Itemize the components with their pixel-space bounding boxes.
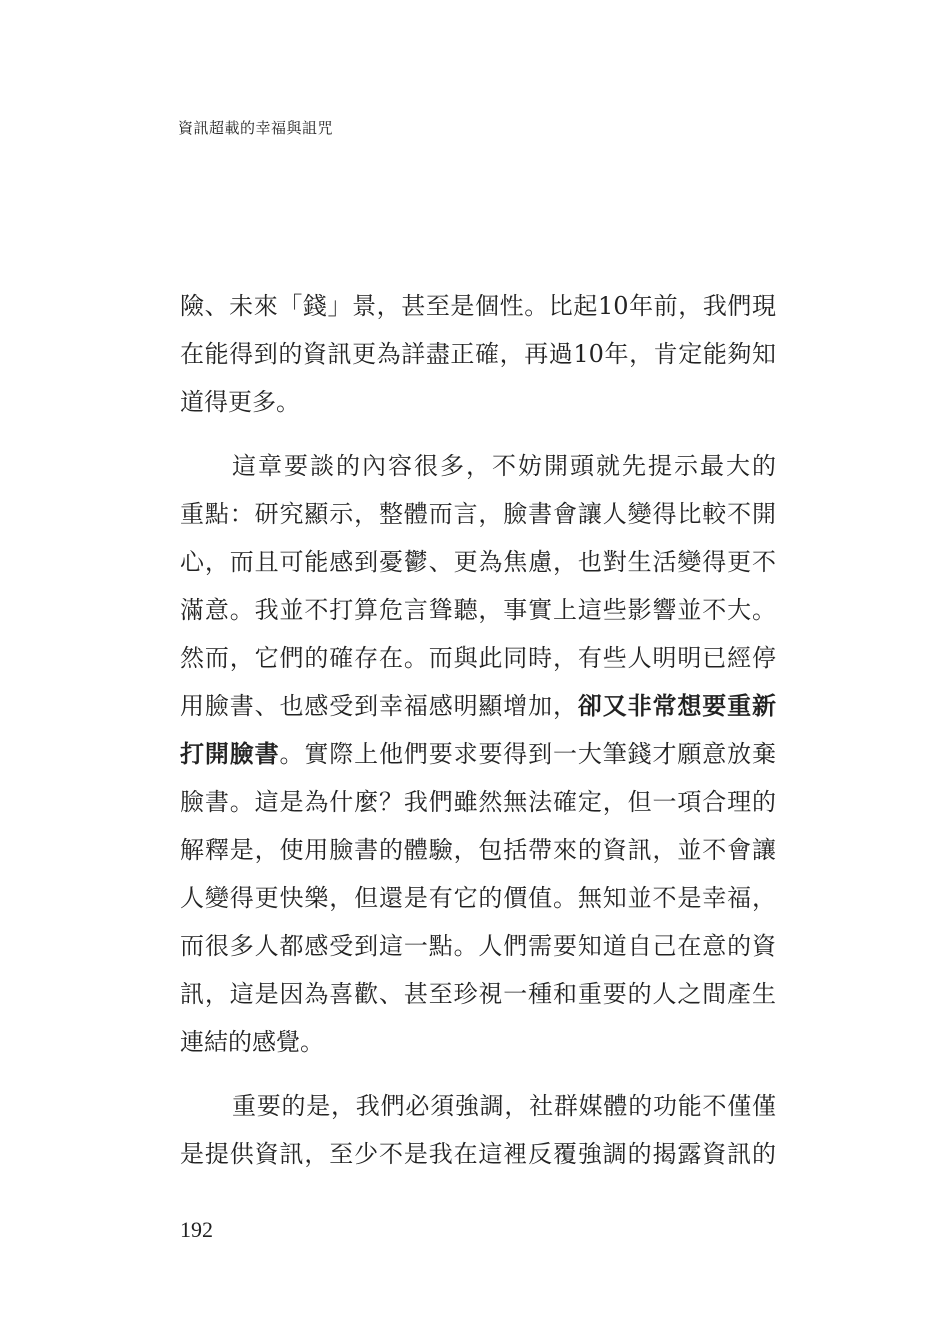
text-line: 在能得到的資訊更為詳盡正確，再過10年，肯定能夠知 — [180, 340, 776, 368]
text-line: 險、未來「錢」景，甚至是個性。比起10年前，我們現 — [180, 292, 776, 320]
emphasis-text: 卻又非常想要重新 — [577, 691, 777, 720]
text-segment: 。實際上他們要求要得到一大筆錢才願意放棄 — [279, 740, 777, 768]
text-line: 然而，它們的確存在。而與此同時，有些人明明已經停 — [180, 644, 776, 672]
text-line: 連結的感覺。 — [180, 1028, 324, 1056]
text-line: 重點：研究顯示，整體而言，臉書會讓人變得比較不開 — [180, 500, 776, 528]
body-text — [180, 286, 776, 1182]
text-line: 解釋是，使用臉書的體驗，包括帶來的資訊，並不會讓 — [180, 836, 776, 864]
text-line: 這章要談的內容很多，不妨開頭就先提示最大的 — [232, 452, 776, 480]
text-line: 人變得更快樂，但還是有它的價值。無知並不是幸福， — [180, 884, 776, 912]
text-line: 道得更多。 — [180, 388, 300, 416]
text-line: 是提供資訊，至少不是我在這裡反覆強調的揭露資訊的 — [180, 1140, 776, 1168]
text-line: 而很多人都感受到這一點。人們需要知道自己在意的資 — [180, 932, 776, 960]
text-segment: 用臉書、也感受到幸福感明顯增加， — [180, 692, 578, 720]
text-line: 臉書。這是為什麼？我們雖然無法確定，但一項合理的 — [180, 788, 776, 816]
page-number: 192 — [180, 1217, 213, 1242]
text-line: 重要的是，我們必須強調，社群媒體的功能不僅僅 — [232, 1092, 776, 1120]
text-line: 滿意。我並不打算危言聳聽，事實上這些影響並不大。 — [180, 596, 776, 624]
running-head-title: 資訊超載的幸福與詛咒 — [178, 119, 334, 137]
text-line-with-emphasis — [180, 734, 776, 782]
text-line: 心，而且可能感到憂鬱、更為焦慮，也對生活變得更不 — [180, 548, 776, 576]
text-line: 訊，這是因為喜歡、甚至珍視一種和重要的人之間產生 — [180, 980, 776, 1008]
emphasis-text: 打開臉書 — [180, 739, 280, 768]
text-line-with-emphasis — [180, 686, 776, 734]
